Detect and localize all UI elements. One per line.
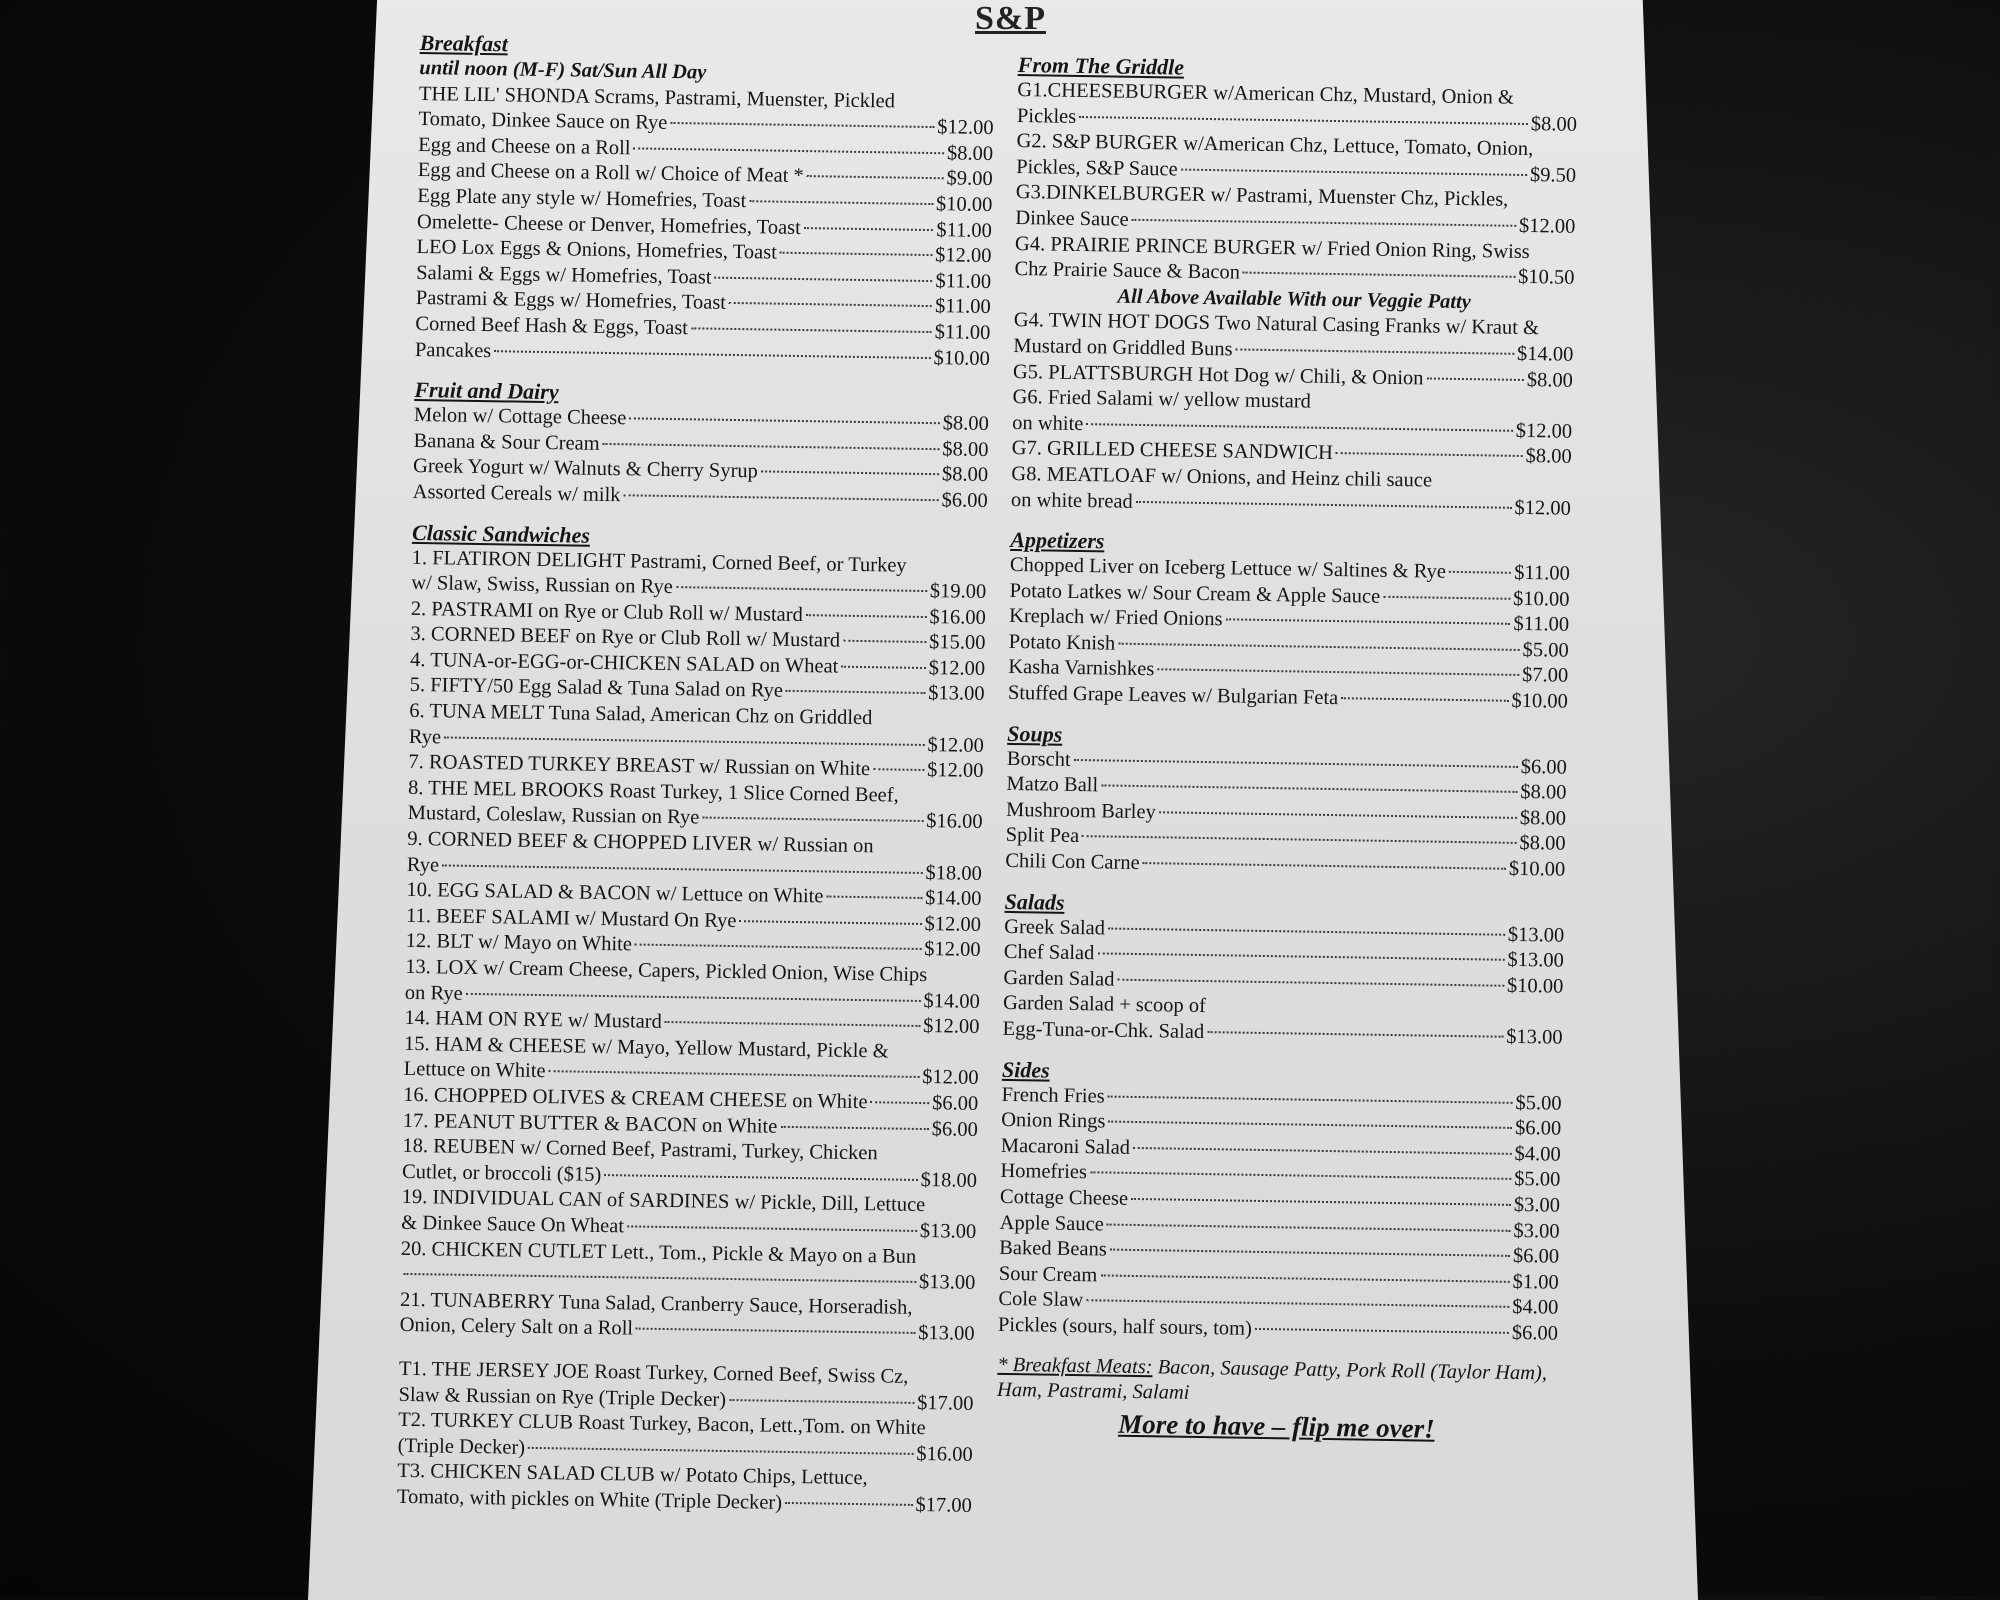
dot-leader xyxy=(1101,785,1517,794)
menu-item-price: $9.00 xyxy=(946,167,993,191)
menu-item-price: $5.00 xyxy=(1515,1091,1562,1115)
menu-item-price: $3.00 xyxy=(1513,1193,1561,1217)
dot-leader xyxy=(785,1502,913,1506)
menu-item-description: 1. FLATIRON DELIGHT Pastrami, Corned Beef, or Turkey xyxy=(411,546,907,577)
menu-item xyxy=(409,699,985,759)
menu-item-price: $18.00 xyxy=(925,861,982,885)
dot-leader xyxy=(635,944,921,950)
menu-item-name: Salami & Eggs w/ Homefries, Toast xyxy=(416,261,712,289)
dot-leader xyxy=(494,350,930,359)
dot-leader xyxy=(403,1273,916,1283)
menu-item-name: on Rye xyxy=(404,981,463,1005)
menu-item-name: 5. FIFTY/50 Egg Salad & Tuna Salad on Rye xyxy=(409,674,784,703)
dot-leader xyxy=(1136,500,1512,508)
menu-item-price: $12.00 xyxy=(924,912,982,936)
menu-item-price: $8.00 xyxy=(1519,806,1567,830)
menu-item-price: $18.00 xyxy=(920,1168,978,1192)
dot-leader xyxy=(826,896,922,900)
breakfast-meats-note xyxy=(997,1352,1558,1412)
menu-item-name: Assorted Cereals w/ milk xyxy=(412,480,621,507)
menu-item-price: $7.00 xyxy=(1521,664,1569,688)
menu-item-name: 10. EGG SALAD & BACON w/ Lettuce on White xyxy=(406,879,824,908)
menu-item-price: $5.00 xyxy=(1514,1168,1561,1192)
dot-leader xyxy=(1107,1223,1511,1231)
dot-leader xyxy=(729,302,932,307)
menu-item-name: Tomato, Dinkee Sauce on Rye xyxy=(418,108,668,135)
menu-item-name: Borscht xyxy=(1006,747,1071,771)
menu-item-name: Corned Beef Hash & Eggs, Toast xyxy=(415,312,689,340)
dot-leader xyxy=(1090,1172,1511,1181)
menu-item-name: 4. TUNA-or-EGG-or-CHICKEN SALAD on Wheat xyxy=(409,648,839,678)
menu-item-name: (Triple Decker) xyxy=(397,1434,526,1459)
menu-right-column xyxy=(996,52,1578,1444)
sides-list xyxy=(998,1082,1562,1347)
menu-item-price: $10.00 xyxy=(1511,689,1569,713)
menu-item-name: 12. BLT w/ Mayo on White xyxy=(405,930,633,956)
dot-leader xyxy=(761,471,939,476)
breakfast-meats-title: * Breakfast Meats: xyxy=(997,1353,1153,1378)
menu-item-name: Pickles, S&P Sauce xyxy=(1016,155,1178,181)
breakfast-meats-text: Bacon, Sausage Patty, Pork Roll (Taylor Ham), Ham, Pastrami, Salami xyxy=(996,1355,1548,1404)
menu-item-name: Mustard on Griddled Buns xyxy=(1013,334,1233,361)
menu-item-price: $6.00 xyxy=(1511,1321,1559,1345)
menu-item-name: w/ Slaw, Swiss, Russian on Rye xyxy=(411,572,673,599)
menu-item-description: G3.DINKELBURGER w/ Pastrami, Muenster Chz, Pickles, xyxy=(1015,181,1509,212)
menu-item-name: Greek Yogurt w/ Walnuts & Cherry Syrup xyxy=(412,455,759,483)
dot-leader xyxy=(807,175,944,179)
dot-leader xyxy=(1207,1031,1503,1038)
menu-item-name: Sour Cream xyxy=(998,1262,1098,1287)
menu-item-description: T2. TURKEY CLUB Roast Turkey, Bacon, Lett.,Tom. on White xyxy=(397,1408,926,1440)
menu-item-name: Split Pea xyxy=(1005,824,1080,848)
menu-item-name: 2. PASTRAMI on Rye or Club Roll w/ Mustard xyxy=(410,597,803,626)
dot-leader xyxy=(1108,1095,1513,1103)
menu-item-price: $6.00 xyxy=(1514,1117,1562,1140)
section-title-breakfast: Breakfast xyxy=(419,30,508,57)
menu-item-name: 7. ROASTED TURKEY BREAST w/ Russian on White xyxy=(408,751,871,781)
dot-leader xyxy=(1341,697,1508,702)
menu-item-name: Rye xyxy=(406,853,440,877)
menu-item-description: G8. MEATLOAF w/ Onions, and Heinz chili sauce xyxy=(1011,462,1433,492)
dot-leader xyxy=(629,417,940,424)
menu-item-price: $8.00 xyxy=(1526,368,1574,392)
menu-item-price: $12.00 xyxy=(1514,496,1572,520)
menu-item-description: 9. CORNED BEEF & CHOPPED LIVER w/ Russian on xyxy=(407,827,874,858)
dot-leader xyxy=(702,817,923,822)
menu-item-name: & Dinkee Sauce On Wheat xyxy=(401,1211,625,1238)
menu-item-price: $8.00 xyxy=(941,463,989,487)
menu-item-name: on white xyxy=(1012,411,1084,435)
dot-leader xyxy=(806,614,927,618)
dot-leader xyxy=(442,864,922,874)
menu-left-column xyxy=(397,30,995,1519)
menu-item-price: $8.00 xyxy=(1520,781,1567,804)
menu-item-price: $3.00 xyxy=(1513,1219,1560,1243)
menu-item-price: $12.00 xyxy=(928,656,986,680)
menu-item-name: G7. GRILLED CHEESE SANDWICH xyxy=(1011,437,1334,465)
soups-list xyxy=(1005,747,1567,884)
menu-item-price: $10.00 xyxy=(1508,857,1566,881)
menu-item xyxy=(1011,462,1572,522)
menu-item xyxy=(403,1032,979,1092)
menu-item xyxy=(400,1236,976,1296)
menu-item-price: $4.00 xyxy=(1514,1142,1561,1166)
section-title-classic-sandwiches: Classic Sandwiches xyxy=(411,519,591,548)
menu-item-name: Potato Knish xyxy=(1008,630,1116,655)
menu-item-description: T3. CHICKEN SALAD CLUB w/ Potato Chips, Lettuce, xyxy=(397,1460,868,1490)
dot-leader xyxy=(1255,1328,1509,1334)
menu-item-price: $12.00 xyxy=(1515,419,1573,443)
menu-item-name: Kreplach w/ Fried Onions xyxy=(1008,605,1223,631)
menu-item-price: $8.00 xyxy=(942,412,990,436)
menu-item-name: Mustard, Coleslaw, Russian on Rye xyxy=(407,802,700,829)
menu-item-price: $12.00 xyxy=(924,938,981,962)
dot-leader xyxy=(1117,978,1504,986)
menu-item-name: Cole Slaw xyxy=(998,1288,1084,1312)
menu-item xyxy=(1015,180,1576,240)
menu-item-description: G4. PRAIRIE PRINCE BURGER w/ Fried Onion Ring, Swiss xyxy=(1014,232,1530,263)
menu-item-name: Apple Sauce xyxy=(999,1211,1104,1236)
dot-leader xyxy=(670,122,934,128)
dot-leader xyxy=(739,920,921,925)
menu-item-price: $13.00 xyxy=(918,1271,976,1295)
menu-item xyxy=(405,955,981,1015)
menu-item-name: Cottage Cheese xyxy=(999,1185,1129,1210)
menu-item xyxy=(402,1134,978,1194)
menu-item-name: Slaw & Russian on Rye (Triple Decker) xyxy=(398,1383,727,1411)
dot-leader xyxy=(1143,862,1506,870)
menu-item-name: Egg and Cheese on a Roll w/ Choice of Meat * xyxy=(417,159,804,188)
dot-leader xyxy=(1086,1300,1509,1309)
griddle-list-2 xyxy=(1011,308,1574,522)
menu-item-name: Omelette- Cheese or Denver, Homefries, Toast xyxy=(416,210,802,239)
breakfast-list xyxy=(415,82,994,373)
menu-item-price: $6.00 xyxy=(941,489,988,512)
menu-item-price: $12.00 xyxy=(927,733,985,757)
dot-leader xyxy=(841,666,925,669)
menu-item-name: Pickles (sours, half sours, tom) xyxy=(997,1313,1253,1340)
dot-leader xyxy=(1226,619,1511,625)
menu-item-name: Macaroni Salad xyxy=(1000,1134,1131,1159)
dot-leader xyxy=(1159,811,1517,819)
menu-item-name: Potato Latkes w/ Sour Cream & Apple Sauce xyxy=(1009,579,1381,608)
dot-leader xyxy=(715,276,933,281)
dot-leader xyxy=(804,227,933,231)
section-title-fruit-dairy: Fruit and Dairy xyxy=(414,377,559,405)
dot-leader xyxy=(873,768,924,771)
dot-leader xyxy=(1131,1198,1511,1206)
menu-item-description: G4. TWIN HOT DOGS Two Natural Casing Franks w/ Kraut & xyxy=(1013,309,1540,340)
dot-leader xyxy=(636,1328,915,1334)
menu-item-description: Garden Salad + scoop of xyxy=(1002,992,1207,1018)
menu-item-name: Chef Salad xyxy=(1003,941,1095,965)
menu-item-name: Lettuce on White xyxy=(403,1058,546,1083)
dot-leader xyxy=(1082,836,1516,845)
menu-item-name: Homefries xyxy=(1000,1160,1088,1184)
menu-item xyxy=(398,1408,974,1468)
dot-leader xyxy=(1383,595,1510,599)
menu-item-price: $6.00 xyxy=(1520,755,1568,779)
menu-item-name: Tomato, with pickles on White (Triple Decker) xyxy=(396,1485,783,1514)
menu-item-price: $14.00 xyxy=(1516,342,1574,366)
dot-leader xyxy=(528,1447,913,1455)
menu-item xyxy=(1002,991,1563,1051)
dot-leader xyxy=(1110,1249,1510,1257)
dot-leader xyxy=(691,327,932,333)
menu-item-price: $11.00 xyxy=(1513,613,1570,637)
menu-item xyxy=(1014,232,1575,292)
menu-item-name: G5. PLATTSBURGH Hot Dog w/ Chili, & Onion xyxy=(1012,360,1424,389)
menu-item-name: Pancakes xyxy=(414,338,492,362)
menu-item-name: Rye xyxy=(408,725,442,749)
dot-leader xyxy=(1157,669,1519,677)
menu-item-description: THE LIL' SHONDA Scrams, Pastrami, Muenster, Pickled xyxy=(418,82,896,113)
triple-decker-list xyxy=(397,1357,974,1520)
dot-leader xyxy=(549,1071,920,1079)
menu-item-name: 14. HAM ON RYE w/ Mustard xyxy=(404,1007,663,1034)
menu-item-name: Chz Prairie Sauce & Bacon xyxy=(1014,258,1241,284)
menu-item-price: $13.00 xyxy=(1506,1025,1563,1049)
menu-item-description: 19. INDIVIDUAL CAN of SARDINES w/ Pickle, Dill, Lettuce xyxy=(401,1186,926,1217)
menu-item-price: $8.00 xyxy=(942,437,989,461)
dot-leader xyxy=(603,443,940,450)
menu-item-name: Onion, Celery Salt on a Roll xyxy=(399,1314,634,1340)
menu-item-price: $12.00 xyxy=(922,1015,980,1039)
menu-item-price: $13.00 xyxy=(918,1322,975,1346)
section-title-soups: Soups xyxy=(1007,720,1063,747)
menu-item-price: $11.00 xyxy=(934,321,991,344)
section-title-sides: Sides xyxy=(1001,1056,1050,1083)
menu-item-name: 11. BEEF SALAMI w/ Mustard On Rye xyxy=(405,904,737,932)
menu-item xyxy=(1012,385,1573,445)
menu-item-name: on white bread xyxy=(1010,488,1133,513)
veggie-patty-note: All Above Available With our Veggie Patty xyxy=(1117,285,1472,313)
menu-item-name: Garden Salad xyxy=(1003,966,1115,991)
menu-item-name: Stuffed Grape Leaves w/ Bulgarian Feta xyxy=(1007,681,1339,710)
dot-leader xyxy=(1100,1274,1509,1282)
menu-item xyxy=(407,776,983,836)
menu-item-price: $10.00 xyxy=(1512,587,1570,611)
menu-item-price: $16.00 xyxy=(926,810,983,834)
menu-item-name: Kasha Varnishkes xyxy=(1008,656,1155,681)
menu-item-name: Banana & Sour Cream xyxy=(413,429,600,455)
dot-leader xyxy=(1336,452,1523,457)
menu-item-price: $12.00 xyxy=(1518,214,1576,238)
section-title-griddle: From The Griddle xyxy=(1017,52,1185,80)
menu-item xyxy=(411,545,987,605)
menu-item-description: 20. CHICKEN CUTLET Lett., Tom., Pickle & Mayo on a Bun xyxy=(400,1237,917,1268)
menu-item-price: $6.00 xyxy=(1512,1245,1560,1268)
menu-item-price: $19.00 xyxy=(929,580,987,604)
dot-leader xyxy=(1097,953,1504,961)
menu-item-price: $8.00 xyxy=(1519,832,1566,856)
menu-item-price: $10.00 xyxy=(933,346,991,370)
classic-sandwiches-list xyxy=(399,545,986,1347)
menu-item-price: $10.00 xyxy=(935,193,993,216)
dot-leader xyxy=(729,1399,914,1404)
menu-item-price: $12.00 xyxy=(926,759,984,783)
menu-item-description: 15. HAM & CHEESE w/ Mayo, Yellow Mustard, Pickle & xyxy=(403,1032,889,1063)
menu-item xyxy=(418,82,994,142)
menu-item-description: G1.CHEESEBURGER w/American Chz, Mustard, Onion & xyxy=(1017,78,1515,109)
menu-item-name: Baked Beans xyxy=(999,1237,1107,1261)
menu-item xyxy=(398,1357,974,1417)
salads-list xyxy=(1002,915,1564,1052)
menu-item-price: $13.00 xyxy=(1507,949,1564,972)
menu-item xyxy=(397,1459,973,1519)
fruit-dairy-list xyxy=(413,403,990,514)
menu-item-name: Mushroom Barley xyxy=(1005,798,1157,824)
menu-item-description: G2. S&P BURGER w/American Chz, Lettuce, Tomato, Onion, xyxy=(1016,130,1534,161)
dot-leader xyxy=(1108,927,1505,935)
dot-leader xyxy=(1108,1121,1512,1129)
dot-leader xyxy=(1079,116,1528,125)
dot-leader xyxy=(444,736,924,746)
dot-leader xyxy=(604,1174,917,1181)
menu-item-description: T1. THE JERSEY JOE Roast Turkey, Corned Beef, Swiss Cz, xyxy=(398,1357,909,1388)
menu-item-price: $17.00 xyxy=(916,1391,974,1415)
menu-item-description: 18. REUBEN w/ Corned Beef, Pastrami, Turkey, Chicken xyxy=(402,1135,878,1165)
menu-item xyxy=(1013,308,1574,368)
menu-item-price: $13.00 xyxy=(1507,923,1565,947)
menu-item-price: $12.00 xyxy=(936,116,994,140)
menu-item-name: Cutlet, or broccoli ($15) xyxy=(401,1160,602,1186)
menu-item-price: $11.00 xyxy=(935,269,992,293)
menu-item-name: 17. PEANUT BUTTER & BACON on White xyxy=(402,1109,778,1138)
menu-item-description: 21. TUNABERRY Tuna Salad, Cranberry Sauce, Horseradish, xyxy=(399,1288,913,1319)
menu-item-price: $8.00 xyxy=(1525,445,1572,469)
menu-item-name: French Fries xyxy=(1001,1083,1105,1108)
menu-item-name: Dinkee Sauce xyxy=(1015,206,1129,231)
menu-item-price: $6.00 xyxy=(931,1092,979,1115)
dot-leader xyxy=(627,1225,917,1232)
menu-item-price: $11.00 xyxy=(934,295,991,319)
dot-leader xyxy=(1118,643,1519,651)
menu-item-price: $11.00 xyxy=(1514,561,1571,585)
menu-item-name: Egg and Cheese on a Roll xyxy=(418,133,631,160)
menu-item-name: Pastrami & Eggs w/ Homefries, Toast xyxy=(415,287,727,315)
menu-item-price: $9.50 xyxy=(1529,163,1577,187)
dot-leader xyxy=(624,494,939,501)
dot-leader xyxy=(1236,348,1514,354)
appetizers-list xyxy=(1008,553,1570,715)
menu-item-name: Egg Plate any style w/ Homefries, Toast xyxy=(417,184,747,213)
menu-item-name: 16. CHOPPED OLIVES & CREAM CHEESE on White xyxy=(403,1083,868,1114)
menu-item-price: $12.00 xyxy=(922,1066,979,1090)
dot-leader xyxy=(1181,168,1527,175)
menu-item-name: Greek Salad xyxy=(1004,915,1106,940)
dot-leader xyxy=(466,992,921,1001)
menu-item-price: $1.00 xyxy=(1512,1270,1559,1294)
menu-item-price: $17.00 xyxy=(915,1493,973,1517)
menu-item-price: $6.00 xyxy=(931,1117,978,1141)
dot-leader xyxy=(1243,272,1515,278)
menu-item xyxy=(399,1288,975,1348)
menu-item-name: LEO Lox Eggs & Onions, Homefries, Toast xyxy=(416,236,778,264)
menu-item-price: $16.00 xyxy=(916,1442,973,1466)
dot-leader xyxy=(1427,377,1524,381)
menu-item-name: Egg-Tuna-or-Chk. Salad xyxy=(1002,1017,1205,1044)
dot-leader xyxy=(871,1101,930,1104)
menu-item-name: Onion Rings xyxy=(1001,1109,1106,1133)
menu-item xyxy=(1017,78,1578,138)
menu-item-price: $8.00 xyxy=(1530,112,1578,136)
menu-item-price: $12.00 xyxy=(934,244,992,268)
menu-item-price: $10.00 xyxy=(1506,974,1564,998)
menu-item-name: Matzo Ball xyxy=(1006,773,1099,797)
menu-item-description: G6. Fried Salami w/ yellow mustard xyxy=(1012,386,1312,413)
menu-item-price: $4.00 xyxy=(1512,1296,1559,1319)
dot-leader xyxy=(1074,759,1518,768)
menu-item xyxy=(401,1185,977,1245)
dot-leader xyxy=(1086,423,1512,432)
dot-leader xyxy=(786,690,925,694)
griddle-list xyxy=(1014,78,1577,292)
dot-leader xyxy=(1449,571,1511,574)
menu-item-description: 13. LOX w/ Cream Cheese, Capers, Pickled Onion, Wise Chips xyxy=(405,955,928,987)
menu-item-price: $10.50 xyxy=(1517,266,1575,289)
breakfast-hours: until noon (M-F) Sat/Sun All Day xyxy=(419,56,707,84)
menu-item xyxy=(407,827,983,887)
dot-leader xyxy=(1133,1147,1512,1155)
dot-leader xyxy=(843,640,926,643)
menu-item-description: 6. TUNA MELT Tuna Salad, American Chz on Griddled xyxy=(409,699,873,730)
flip-over-text: More to have – flip me over! xyxy=(1118,1408,1435,1444)
menu-item xyxy=(1016,129,1577,189)
menu-item-price: $8.00 xyxy=(946,142,994,165)
menu-item-name: Chili Con Carne xyxy=(1005,849,1140,875)
menu-item-price: $14.00 xyxy=(924,887,982,911)
menu-item-name: Chopped Liver on Iceberg Lettuce w/ Saltines & Rye xyxy=(1009,554,1447,583)
menu-item-price: $5.00 xyxy=(1522,638,1569,662)
menu-item-price: $16.00 xyxy=(929,605,987,629)
dot-leader xyxy=(780,1125,928,1129)
menu-item-price: $13.00 xyxy=(919,1219,977,1243)
brand-title: S&P xyxy=(975,0,1046,37)
menu-item-price: $15.00 xyxy=(928,631,986,655)
dot-leader xyxy=(634,147,945,154)
dot-leader xyxy=(1132,219,1516,227)
menu-item-name: 3. CORNED BEEF on Rye or Club Roll w/ Mustard xyxy=(410,623,841,652)
dot-leader xyxy=(676,586,927,592)
dot-leader xyxy=(780,252,932,256)
menu-item-price: $13.00 xyxy=(928,682,985,706)
menu-item-name: Pickles xyxy=(1016,104,1077,128)
menu-item-name: Melon w/ Cottage Cheese xyxy=(413,404,627,430)
menu-item-price: $14.00 xyxy=(923,989,980,1013)
dot-leader xyxy=(665,1021,920,1027)
section-title-appetizers: Appetizers xyxy=(1010,527,1105,554)
dot-leader xyxy=(749,200,933,205)
menu-item-price: $11.00 xyxy=(936,218,993,242)
menu-item-description: 8. THE MEL BROOKS Roast Turkey, 1 Slice Corned Beef, xyxy=(407,776,899,807)
section-title-salads: Salads xyxy=(1004,888,1065,915)
